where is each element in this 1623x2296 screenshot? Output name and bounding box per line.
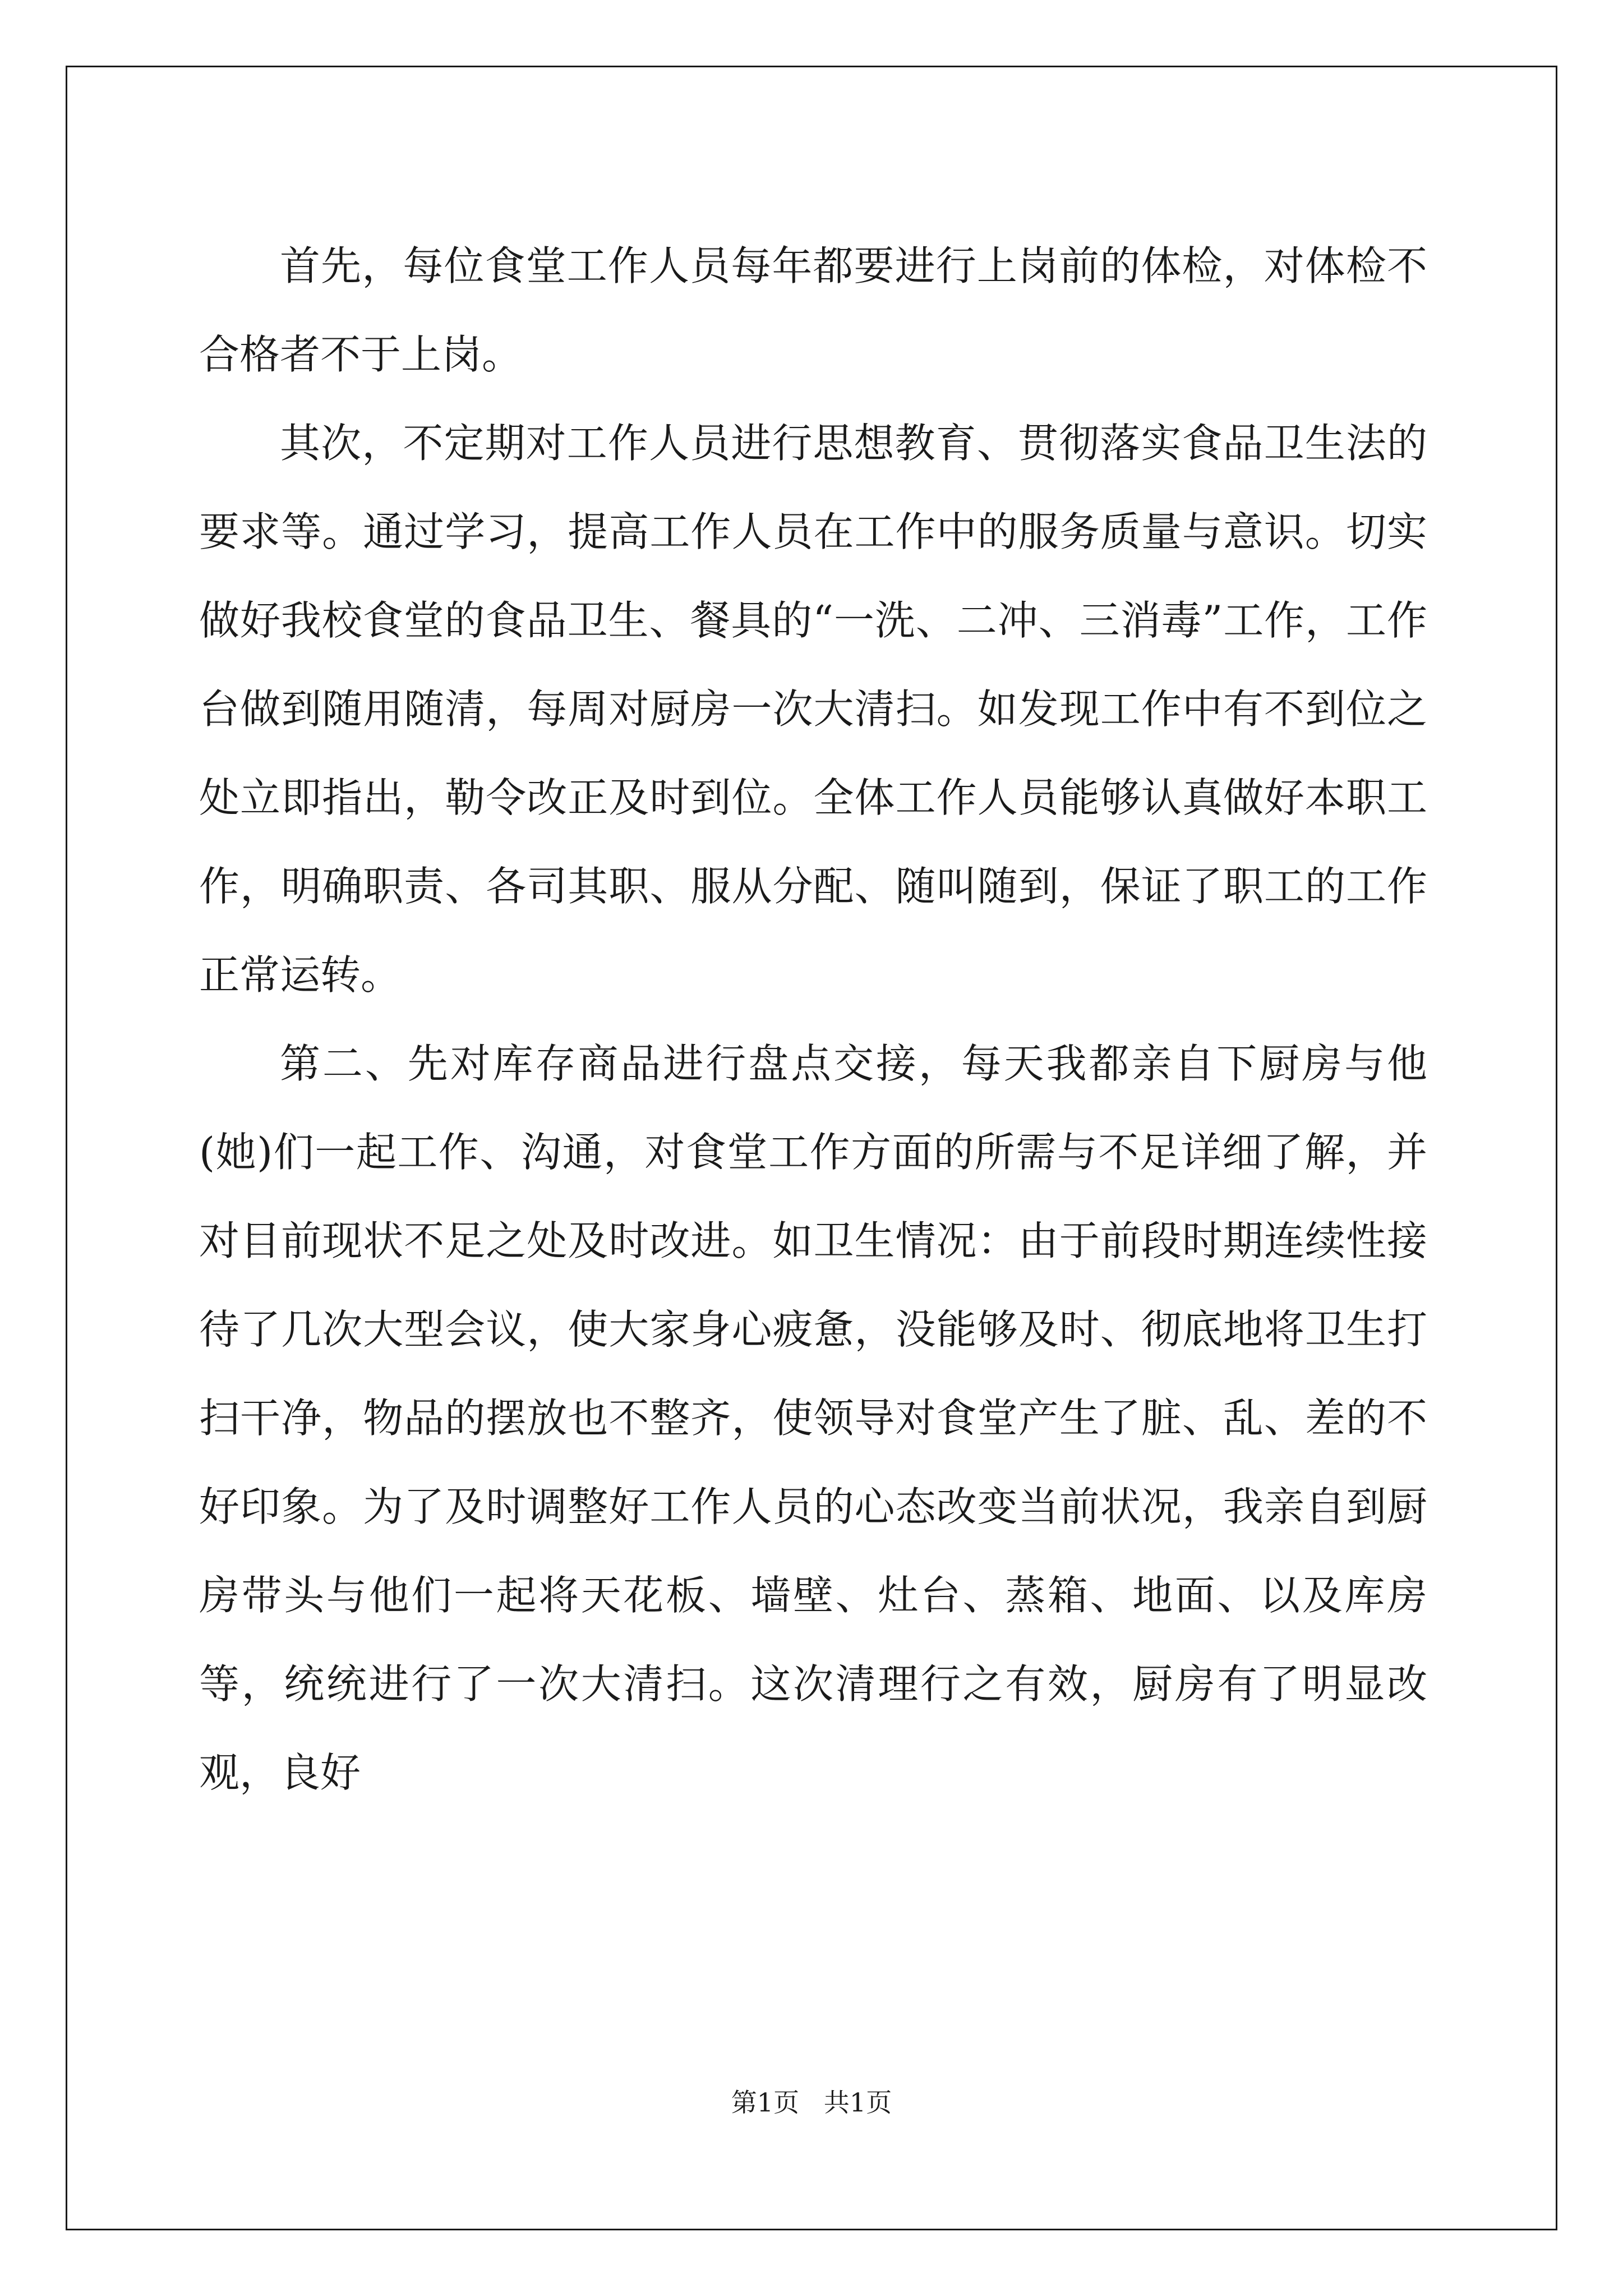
paragraph-2: 其次，不定期对工作人员进行思想教育、贯彻落实食品卫生法的要求等。通过学习，提高工作人员在工作中的服务质量与意识。切实做好我校食堂的食品卫生、餐具的“一洗、二冲、三消毒”工作，工作台做到随用随清，每周对厨房一次大清扫。如发现工作中有不到位之处立即指出，勒令改正及时到位。全体工作人员能够认真做好本职工作，明确职责、各司其职、服从分配、随叫随到，保证了职工的工作正常运转。 [199, 420, 1427, 999]
paragraph-3: 第二、先对库存商品进行盘点交接，每天我都亲自下厨房与他(她)们一起工作、沟通，对食堂工作方面的所需与不足详细了解，并对目前现状不足之处及时改进。如卫生情况：由于前段时期连续性接待了几次大型会议，使大家身心疲惫，没能够及时、彻底地将卫生打扫干净，物品的摆放也不整齐，使领导对食堂产生了脏、乱、差的不好印象。为了及时调整好工作人员的心态改变当前状况，我亲自到厨房带头与他们一起将天花板、墙壁、灶台、蒸箱、地面、以及库房等，统统进行了一次大清扫。这次清理行之有效，厨房有了明显改观，良好 [199, 1040, 1427, 1796]
document-body [199, 222, 1427, 1817]
paragraph-1: 首先，每位食堂工作人员每年都要进行上岗前的体检，对体检不合格者不于上岗。 [199, 242, 1427, 378]
page-number-footer: 第1页 共1页 [731, 2087, 892, 2118]
